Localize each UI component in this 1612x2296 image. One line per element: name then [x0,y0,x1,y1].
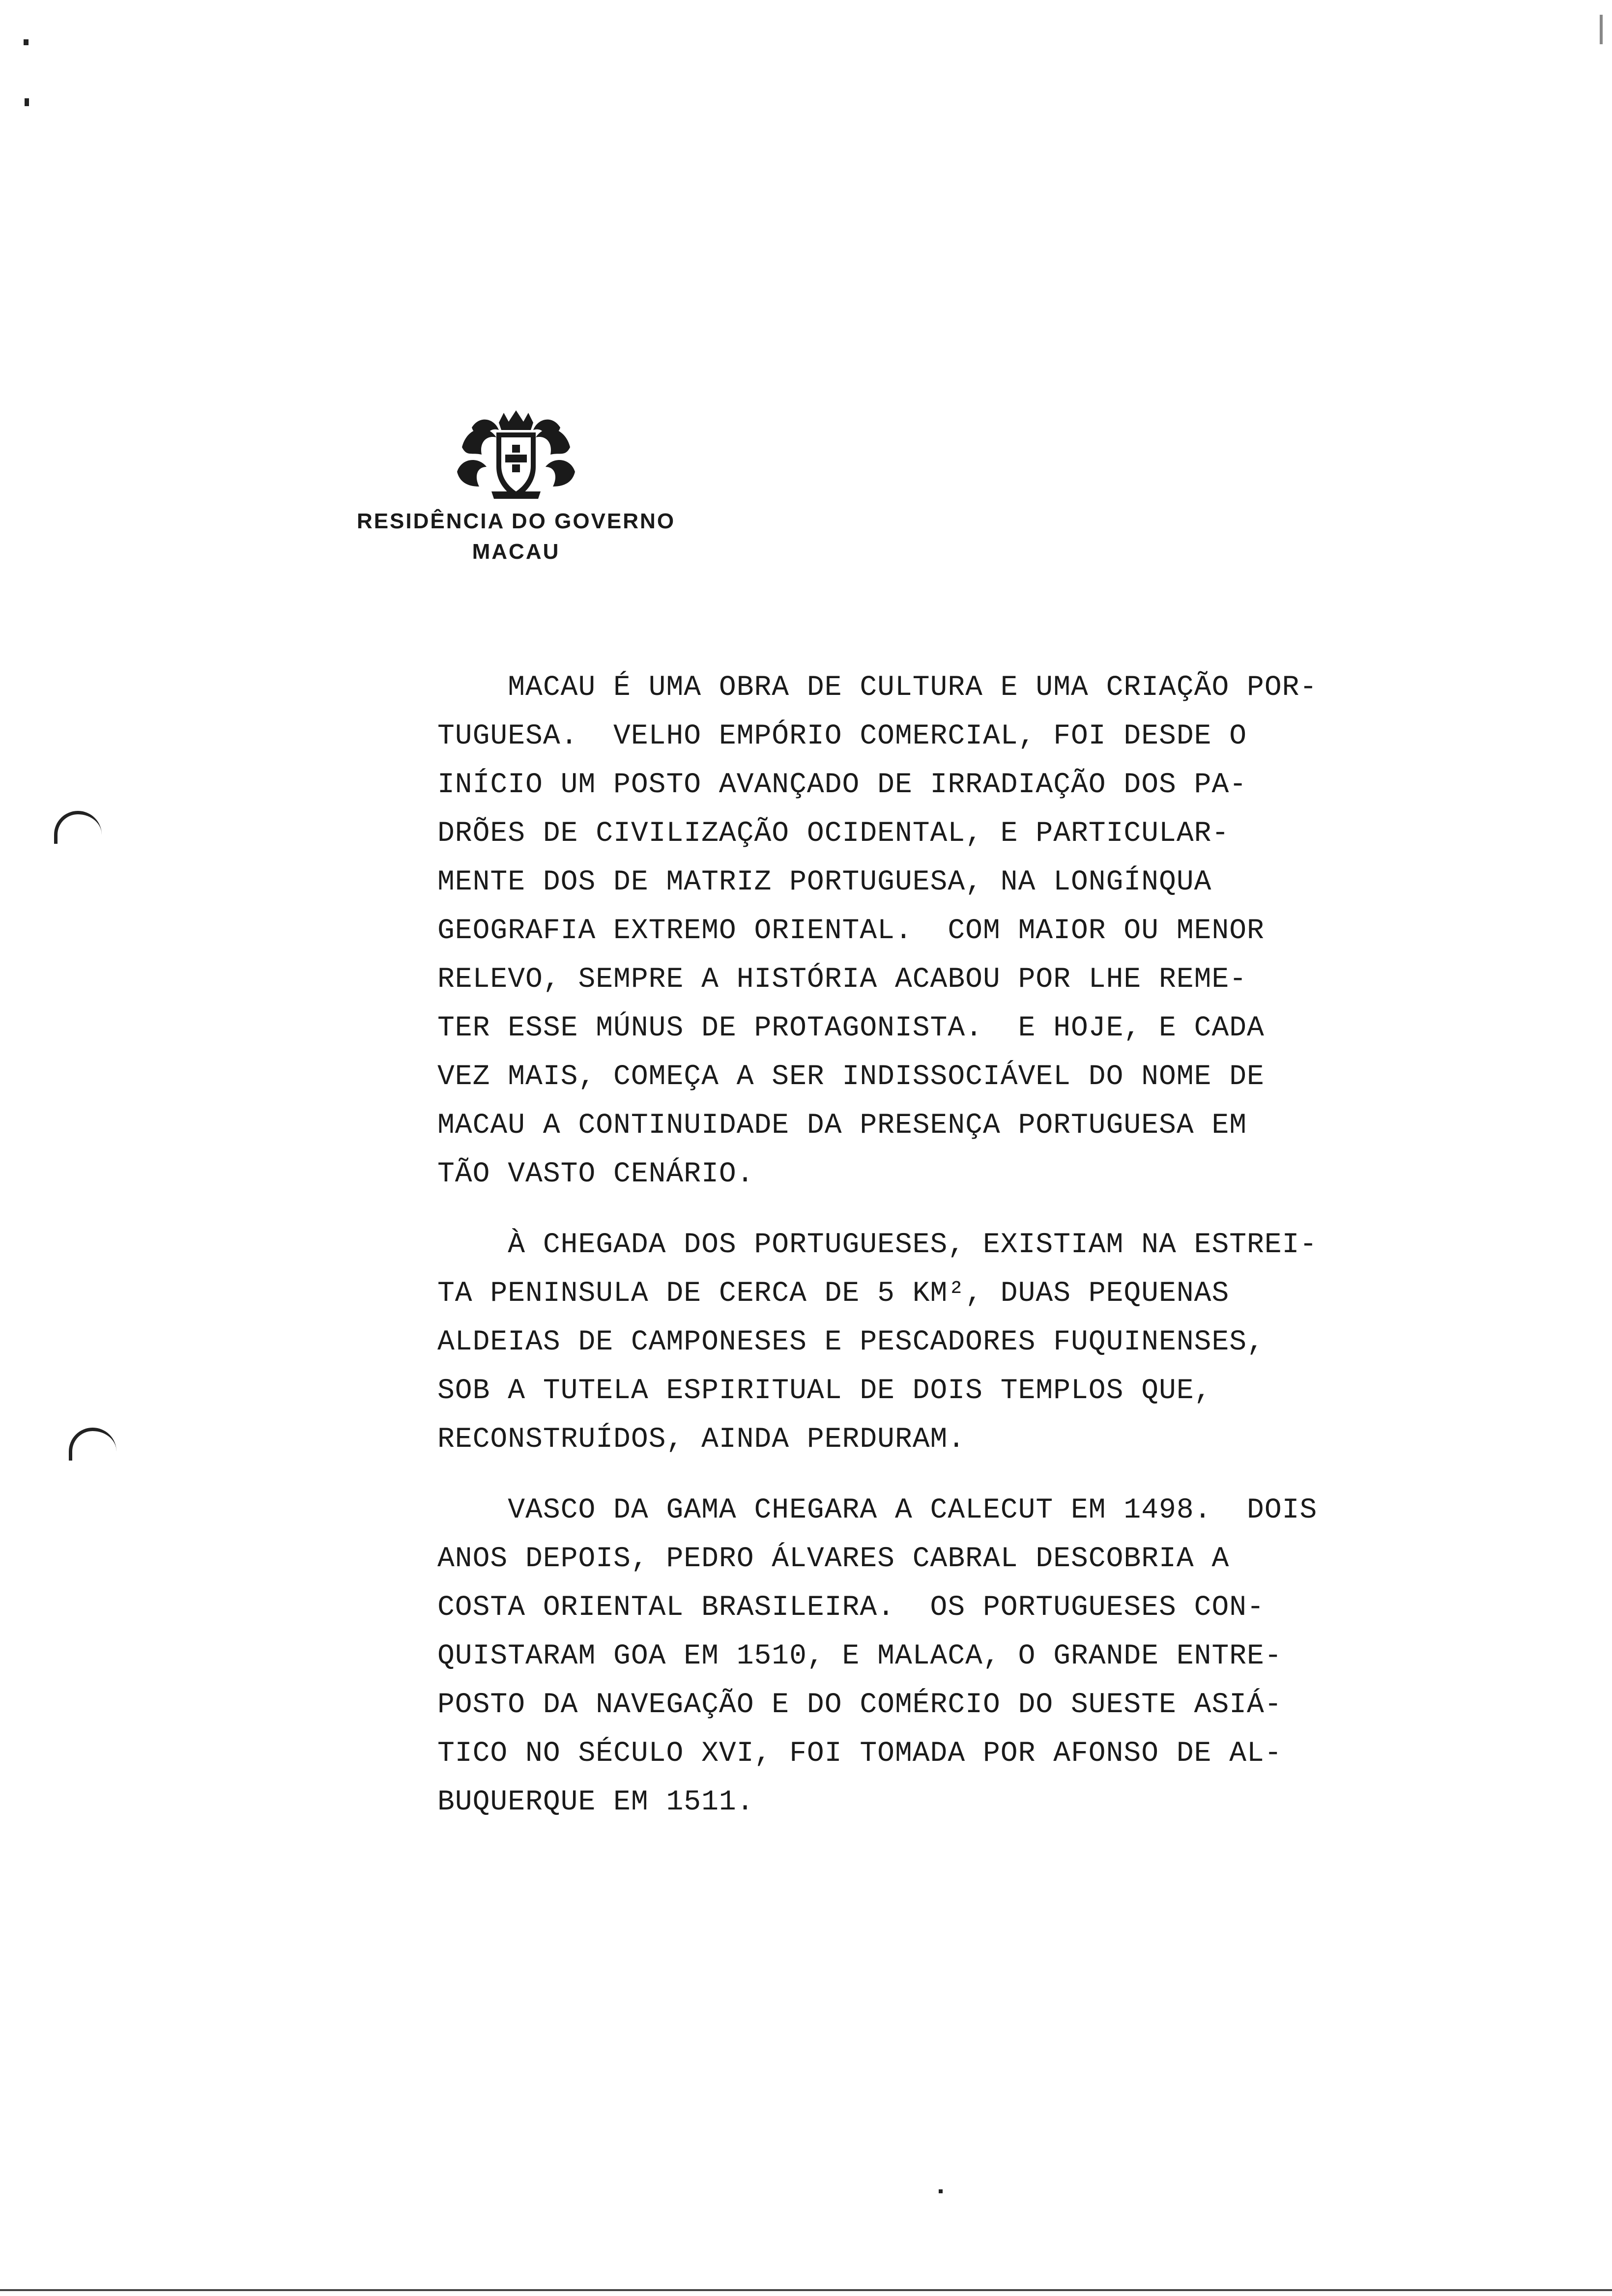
punch-hole-mark [69,1428,116,1461]
text-line: QUISTARAM GOA EM 1510, E MALACA, O GRANDE ENTRE- [437,1640,1282,1672]
scan-speck [24,39,29,45]
text-line: TUGUESA. VELHO EMPÓRIO COMERCIAL, FOI DESDE O [437,720,1247,752]
text-line: TER ESSE MÚNUS DE PROTAGONISTA. E HOJE, E CADA [437,1012,1265,1044]
text-line: INÍCIO UM POSTO AVANÇADO DE IRRADIAÇÃO DOS PA- [437,769,1247,801]
text-line: VEZ MAIS, COMEÇA A SER INDISSOCIÁVEL DO NOME DE [437,1061,1265,1093]
text-line: TICO NO SÉCULO XVI, FOI TOMADA POR AFONSO DE AL- [437,1738,1282,1770]
paragraph-3 [437,1486,1401,1827]
text-line: TÃO VASTO CENÁRIO. [437,1158,754,1190]
text-line: TA PENINSULA DE CERCA DE 5 KM², DUAS PEQUENAS [437,1278,1230,1310]
text-line: RECONSTRUÍDOS, AINDA PERDURAM. [437,1424,966,1456]
letterhead [344,408,688,567]
text-line: DRÕES DE CIVILIZAÇÃO OCIDENTAL, E PARTICULAR- [437,818,1230,850]
scan-speck [25,98,29,106]
text-line: MACAU A CONTINUIDADE DA PRESENÇA PORTUGUESA EM [437,1110,1247,1142]
text-line: SOB A TUTELA ESPIRITUAL DE DOIS TEMPLOS QUE, [437,1375,1212,1407]
document-body [437,663,1401,1827]
paragraph-spacer [437,1464,1401,1486]
text-line: MACAU É UMA OBRA DE CULTURA E UMA CRIAÇÃO POR- [437,672,1318,704]
text-line: À CHEGADA DOS PORTUGUESES, EXISTIAM NA ESTREI- [437,1229,1318,1261]
text-line: POSTO DA NAVEGAÇÃO E DO COMÉRCIO DO SUESTE ASIÁ- [437,1689,1282,1721]
text-line: BUQUERQUE EM 1511. [437,1786,754,1818]
paragraph-spacer [437,1199,1401,1221]
text-line: COSTA ORIENTAL BRASILEIRA. OS PORTUGUESES CON- [437,1592,1265,1624]
text-line: GEOGRAFIA EXTREMO ORIENTAL. COM MAIOR OU MENOR [437,915,1265,947]
paragraph-2 [437,1221,1401,1464]
coat-of-arms-emblem [452,408,580,506]
paragraph-1 [437,663,1401,1199]
text-line: ALDEIAS DE CAMPONESES E PESCADORES FUQUINENSES, [437,1326,1265,1358]
text-line: RELEVO, SEMPRE A HISTÓRIA ACABOU POR LHE REME- [437,964,1247,996]
scan-edge-line [0,2289,1612,2291]
text-line: MENTE DOS DE MATRIZ PORTUGUESA, NA LONGÍNQUA [437,866,1212,898]
scan-speck [1600,15,1603,44]
scan-speck [939,2189,943,2193]
letterhead-location: MACAU [472,540,560,564]
letterhead-title: RESIDÊNCIA DO GOVERNO [356,509,676,533]
text-line: ANOS DEPOIS, PEDRO ÁLVARES CABRAL DESCOBRIA A [437,1543,1230,1575]
punch-hole-mark [54,811,102,844]
text-line: VASCO DA GAMA CHEGARA A CALECUT EM 1498. DOIS [437,1494,1318,1526]
